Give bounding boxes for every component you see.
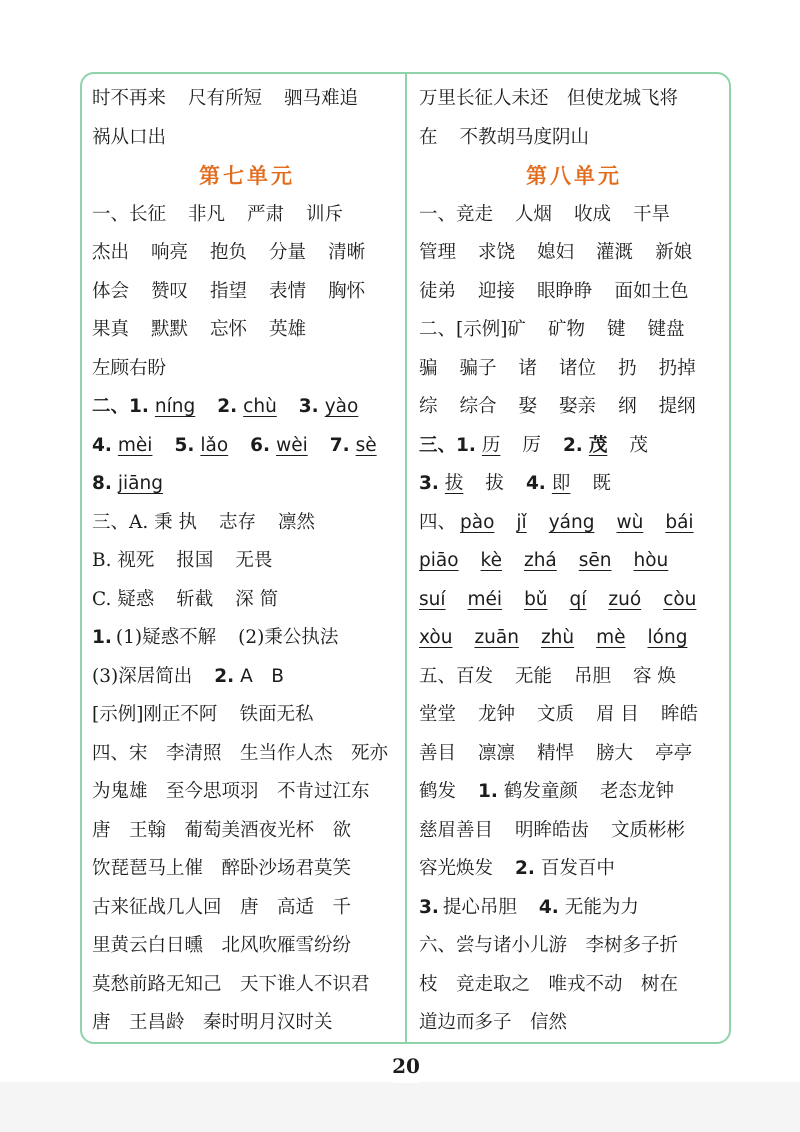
line [92,812,402,851]
text: 无能 [515,665,553,687]
text: 拔 [485,473,504,494]
text: 果真 [92,319,130,340]
text: 非凡 [188,203,226,225]
pinyin: yáng [548,511,595,533]
text: 驷马难追 [284,88,359,109]
text: 清晰 [328,242,366,263]
line [92,504,402,543]
text: 铁面无私 [239,704,314,725]
pinyin: zuó [608,588,642,610]
line [92,735,402,774]
text: 拔 [444,473,464,494]
pinyin: suí [419,588,446,610]
text: 体会 [92,280,130,302]
line [419,812,729,851]
pinyin: wù [616,511,644,533]
pinyin: zhù [540,627,575,648]
text: A B [240,665,284,687]
line [92,273,402,312]
text: 键盘 [647,319,685,340]
text: 凛然 [278,511,316,533]
text: 扔掉 [658,357,696,379]
text: 无畏 [235,550,273,571]
text: 一、长征 [92,203,167,225]
line [92,927,402,966]
text: [示例]刚正不阿 [92,704,218,725]
line [419,273,729,312]
pinyin: sēn [578,550,612,571]
text: 3. [298,396,319,417]
text: 求饶 [478,242,516,263]
text: 志存 [219,511,257,533]
text: 纲 [618,396,637,417]
text: 英雄 [269,319,307,340]
text: 2. [562,434,583,456]
pinyin: xòu [419,627,453,648]
text: 2. [217,396,238,417]
text: 1. [478,781,498,802]
line [419,927,729,966]
text: 唐 王昌龄 秦时明月汉时关 [92,1012,333,1033]
pinyin: chù [243,396,277,417]
pinyin: mè [596,627,626,648]
text: 眼睁睁 [537,280,593,302]
line [92,1004,402,1043]
text: 精悍 [537,742,575,764]
text: 人烟 [515,203,553,225]
line [92,388,402,427]
line [419,696,729,735]
text: 唐 王翰 葡萄美酒夜光杯 欲 [92,819,352,841]
text: 训斥 [306,203,344,225]
column-divider [405,74,407,1042]
text: 报国 [176,550,214,571]
text: 百发百中 [540,858,615,879]
text: 4. [92,434,112,456]
text: 管理 [419,242,457,263]
line [92,234,402,273]
text: 新娘 [655,242,693,263]
text: 4. [525,473,546,494]
text: 龙钟 [478,704,516,725]
text: 即 [551,473,571,494]
line [92,350,402,389]
text: (3)深居简出 [92,665,193,687]
pinyin: zhá [523,550,557,571]
right-column [419,80,729,1043]
text: 1. [129,396,149,417]
line [419,311,729,350]
text: 娶 [518,396,538,417]
text: 二、[示例]矿 [419,319,526,340]
pinyin: méi [467,588,503,610]
text: 提心吊胆 [442,896,517,918]
text: (2)秉公执法 [238,627,339,648]
text: 响亮 [151,242,189,263]
line [92,619,402,658]
line [419,850,729,889]
text: 胸怀 [328,280,366,302]
text: 既 [592,473,611,494]
text: 娶亲 [559,396,597,417]
text: 眉 目 [596,704,639,725]
pinyin: mèi [117,434,153,456]
text: 明眸皓齿 [515,819,590,841]
pinyin: qí [569,588,587,610]
text: 4. [538,896,559,918]
text: 2. [214,665,235,687]
line [419,773,729,812]
text: 键 [606,319,626,340]
text: 慈眉善目 [419,819,494,841]
text: 吊胆 [574,665,612,687]
pinyin: níng [154,396,196,417]
text: 媳妇 [537,242,575,263]
line [92,696,402,735]
line [419,658,729,697]
pinyin: jǐ [516,511,527,533]
text: 容光焕发 [419,858,494,879]
line [419,889,729,928]
text: 容 焕 [633,665,676,687]
pinyin: hòu [633,550,669,571]
line [92,581,402,620]
text: 3. [419,473,439,494]
text: 斩截 [176,588,214,610]
text: 文质彬彬 [611,819,686,841]
text: 茂 [588,434,608,456]
text: 面如土色 [614,280,689,302]
text: 6. [250,434,271,456]
text: 膀大 [596,742,634,764]
text: 默默 [151,319,189,340]
text: 文质 [537,704,575,725]
line [419,619,729,658]
text: 在 [419,126,438,148]
text: 5. [174,434,195,456]
text: 灌溉 [596,242,634,263]
text: 忘怀 [210,319,248,340]
pinyin: wèi [276,434,308,456]
line [419,966,729,1005]
pinyin: pào [460,511,495,533]
text: 鹤发童颜 [503,781,578,802]
text: 尺有所短 [188,88,263,109]
text: 一、竞走 [419,203,494,225]
text: 徒弟 [419,280,457,302]
line [419,542,729,581]
line [419,80,729,119]
text: 祸从口出 [92,126,167,148]
pinyin: kè [480,550,502,571]
pinyin: bái [665,511,694,533]
text: 诸 [518,357,538,379]
pinyin: lóng [647,627,688,648]
line [419,119,729,158]
text: 二、 [92,396,130,417]
text: 赞叹 [151,280,189,302]
text: B. 视死 [92,550,155,571]
text: 骗子 [459,357,497,379]
text: 收成 [574,203,612,225]
line [419,388,729,427]
pinyin: jiāng [117,473,163,494]
pinyin: còu [663,588,697,610]
text: 指望 [210,280,248,302]
line [419,196,729,235]
line [92,889,402,928]
text: 深 简 [235,588,279,610]
pinyin: piāo [419,550,459,571]
line [419,1004,729,1043]
text: 眸皓 [660,704,698,725]
text: 左顾右盼 [92,357,167,379]
text: 三、A. 秉 执 [92,511,198,533]
line [92,850,402,889]
line [92,196,402,235]
line [92,311,402,350]
text: 表情 [269,280,307,302]
line [92,773,402,812]
line [419,350,729,389]
line [419,234,729,273]
text: 凛凛 [478,742,516,764]
text: 抱负 [210,242,248,263]
text: 杰出 [92,242,130,263]
pinyin: bǔ [524,588,548,610]
line [92,542,402,581]
text: 三、1. [419,434,476,456]
text: 时不再来 [92,88,167,109]
text: 五、百发 [419,665,494,687]
line [92,80,402,119]
text: 扔 [618,357,637,379]
text: 骗 [419,357,438,379]
text: 不教胡马度阴山 [459,126,590,148]
text: 2. [515,858,535,879]
text: 里黄云白日曛 北风吹雁雪纷纷 [92,935,352,956]
text: (1)疑惑不解 [115,627,217,648]
text: 厉 [522,434,541,456]
unit-heading-8: 第八单元 [526,164,622,188]
text: 枝 竞走取之 唯戎不动 树在 [419,973,679,995]
text: 矿物 [547,319,585,340]
text: 干旱 [633,203,671,225]
text: 四、 [419,511,457,533]
text: 提纲 [658,396,696,417]
text: 为鬼雄 至今思项羽 不肯过江东 [92,781,370,802]
text: 堂堂 [419,704,457,725]
text: 四、宋 李清照 生当作人杰 死亦 [92,742,389,764]
text: 3. [419,896,439,918]
pinyin: sè [355,434,377,456]
text: 7. [329,434,350,456]
unit-heading-7: 第七单元 [199,164,295,188]
line [419,581,729,620]
text: 严肃 [247,203,285,225]
text: 老态龙钟 [599,781,674,802]
text: 诸位 [559,357,597,379]
text: C. 疑惑 [92,588,155,610]
text: 无能为力 [564,896,639,918]
text: 六、尝与诸小儿游 李树多子折 [419,935,679,956]
pinyin: yào [324,396,359,417]
text: 迎接 [478,280,516,302]
pinyin: zuān [474,627,519,648]
text: 道边而多子 信然 [419,1012,568,1033]
text: 饮琵琶马上催 醉卧沙场君莫笑 [92,858,352,879]
text: 分量 [269,242,307,263]
line [92,658,402,697]
line [419,735,729,774]
pinyin: lǎo [200,434,229,456]
line [92,119,402,158]
line [419,427,729,466]
text: 综 [419,396,438,417]
text: 古来征战几人回 唐 高适 千 [92,896,352,918]
line [419,504,729,543]
text: 1. [92,627,112,648]
text: 万里长征人未还 但使龙城飞将 [419,88,679,109]
line [92,966,402,1005]
page-number: 20 [392,1054,420,1078]
text: 善目 [419,742,457,764]
left-column [92,80,402,1043]
text: 8. [92,473,112,494]
text: 亭亭 [655,742,693,764]
line [92,465,402,504]
text: 茂 [629,434,648,456]
text: 莫愁前路无知己 天下谁人不识君 [92,973,370,995]
line [92,427,402,466]
text: 综合 [459,396,497,417]
text: 历 [481,434,501,456]
text: 鹤发 [419,781,457,802]
line [419,465,729,504]
